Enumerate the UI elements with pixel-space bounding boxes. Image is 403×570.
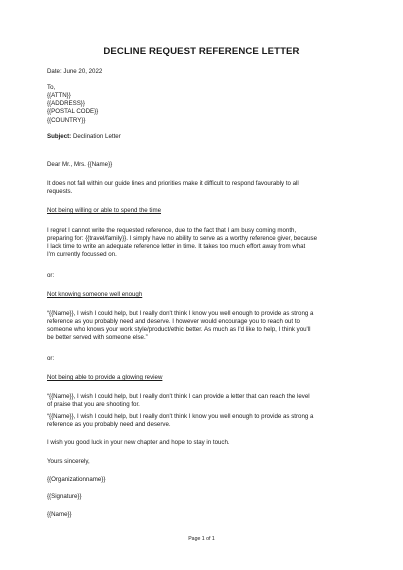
option1-heading: Not being willing or able to spend the time (47, 207, 162, 214)
option3-line: “{{Name}}, I wish I could help, but I really don't think I can provide a letter that can reach the level (47, 393, 310, 400)
date-line: Date: June 20, 2022 (47, 68, 103, 75)
option2-line: someone who knows your work style/product/ethic better. As much as I'd like to help, I think you'll (47, 326, 311, 333)
intro-line: requests. (47, 188, 73, 195)
signature-placeholder: {{Signature}} (47, 493, 82, 500)
closing-wish: I wish you good luck in your new chapter and hope to stay in touch. (47, 439, 230, 446)
address-street: {{ADDRESS}} (47, 100, 85, 107)
address-postal-code: {{POSTAL CODE}} (47, 108, 99, 115)
signoff: Yours sincerely, (47, 458, 90, 465)
option1-line: I'm currently focussed on. (47, 251, 117, 258)
option2-line: “{{Name}}, I wish I could help, but I really don't think I know you well enough to provide as strong a (47, 310, 314, 317)
page-title: DECLINE REQUEST REFERENCE LETTER (103, 46, 300, 57)
subject-value: Declination Letter (72, 133, 121, 140)
option3-heading: Not being able to provide a glowing review (47, 374, 163, 381)
intro-line: It does not fall within our guide lines and priorities make it difficult to respond favourably to all (47, 180, 299, 187)
option1-line: I lack time to write an adequate reference letter in time. It takes too much effort away from what (47, 243, 306, 250)
address-to: To, (47, 84, 56, 91)
option2-line: be better served with someone else.” (47, 334, 148, 341)
or-separator: or: (47, 272, 55, 279)
option3-line: “{{Name}}, I wish I could help, but I really don't think I know you well enough to provide as strong a (47, 413, 314, 420)
address-country: {{COUNTRY}} (47, 117, 86, 124)
salutation: Dear Mr., Mrs. {{Name}} (47, 161, 113, 168)
page-number: Page 1 of 1 (188, 536, 215, 542)
option2-heading: Not knowing someone well enough (47, 291, 143, 298)
option3-line: of praise that you are shooting for. (47, 401, 140, 408)
option1-line: preparing for: {{travel/family}}. I simply have no ability to serve as a worthy reference giver, because (47, 235, 317, 242)
option1-line: I regret I cannot write the requested reference, due to the fact that I am busy coming month, (47, 227, 297, 234)
subject-line (47, 133, 121, 141)
option2-line: reference as you probably need and deserve. I however would encourage you to reach out to (47, 318, 300, 325)
or-separator: or: (47, 355, 55, 362)
address-attn: {{ATTN}} (47, 92, 71, 99)
option3-line: reference as you probably need and deserve. (47, 421, 171, 428)
name-placeholder: {{Name}} (47, 511, 72, 518)
organization-name: {{Organizationname}} (47, 476, 106, 483)
subject-label: Subject: (47, 133, 72, 140)
